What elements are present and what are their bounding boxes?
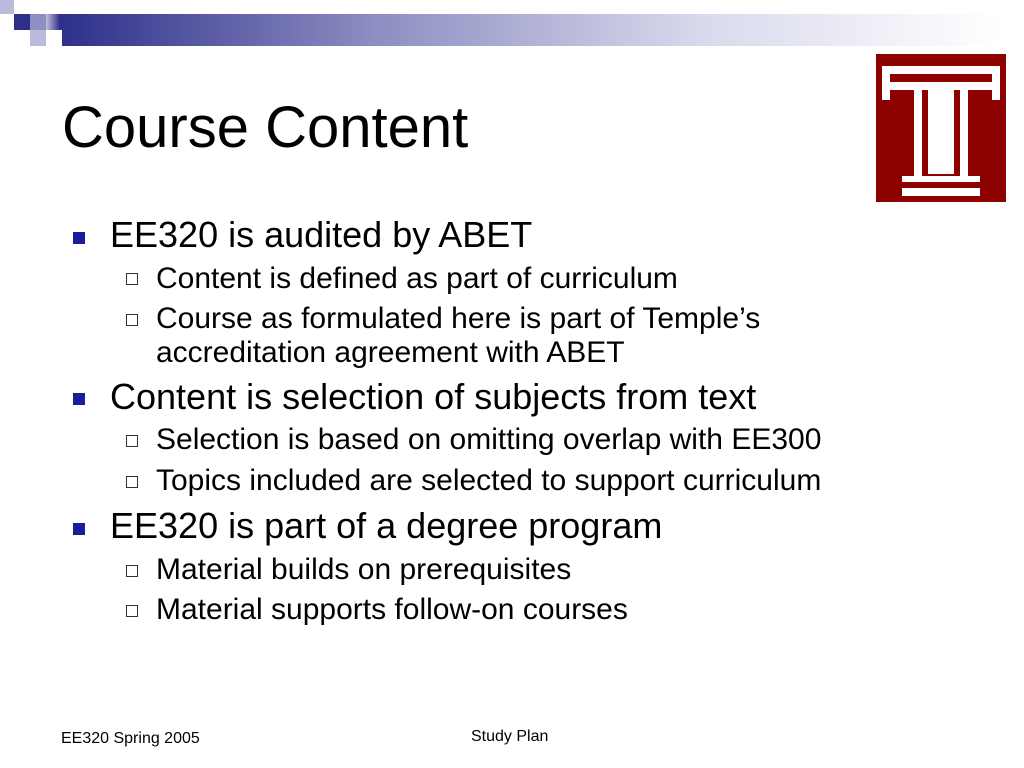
corner-square [30, 30, 46, 46]
hollow-square-bullet-icon [126, 435, 138, 447]
sub-bullet-item: Course as formulated here is part of Temple’s accreditation agreement with ABET [156, 302, 761, 369]
corner-square [46, 30, 62, 46]
corner-square [0, 14, 14, 30]
corner-square [0, 0, 14, 14]
bullet-item: Content is selection of subjects from text [110, 376, 757, 417]
sub-bullet-item: Selection is based on omitting overlap with EE300 [156, 423, 822, 456]
sub-bullet-item: Topics included are selected to support curriculum [156, 464, 822, 497]
bullet-item: EE320 is audited by ABET [110, 214, 533, 255]
temple-t-svg [876, 54, 1006, 202]
hollow-square-bullet-icon [126, 565, 138, 577]
slide-title: Course Content [62, 95, 469, 160]
hollow-square-bullet-icon [126, 605, 138, 617]
temple-university-t-logo-icon [876, 54, 1006, 202]
sub-bullet-item: Content is defined as part of curriculum [156, 262, 678, 295]
hollow-square-bullet-icon [126, 476, 138, 488]
corner-square [30, 14, 46, 30]
corner-square [14, 30, 30, 46]
corner-square [14, 0, 30, 14]
sub-bullet-item: Material builds on prerequisites [156, 553, 572, 586]
hollow-square-bullet-icon [126, 314, 138, 326]
footer-title: Study Plan [471, 728, 549, 745]
footer-course-label: EE320 Spring 2005 [61, 730, 200, 747]
square-bullet-icon [73, 523, 85, 535]
corner-square [14, 14, 30, 30]
square-bullet-icon [73, 232, 85, 244]
corner-square [0, 30, 14, 46]
sub-bullet-item: Material supports follow-on courses [156, 593, 628, 626]
hollow-square-bullet-icon [126, 273, 138, 285]
square-bullet-icon [73, 393, 85, 405]
top-decorative-band [0, 0, 1024, 46]
bullet-item: EE320 is part of a degree program [110, 505, 663, 546]
